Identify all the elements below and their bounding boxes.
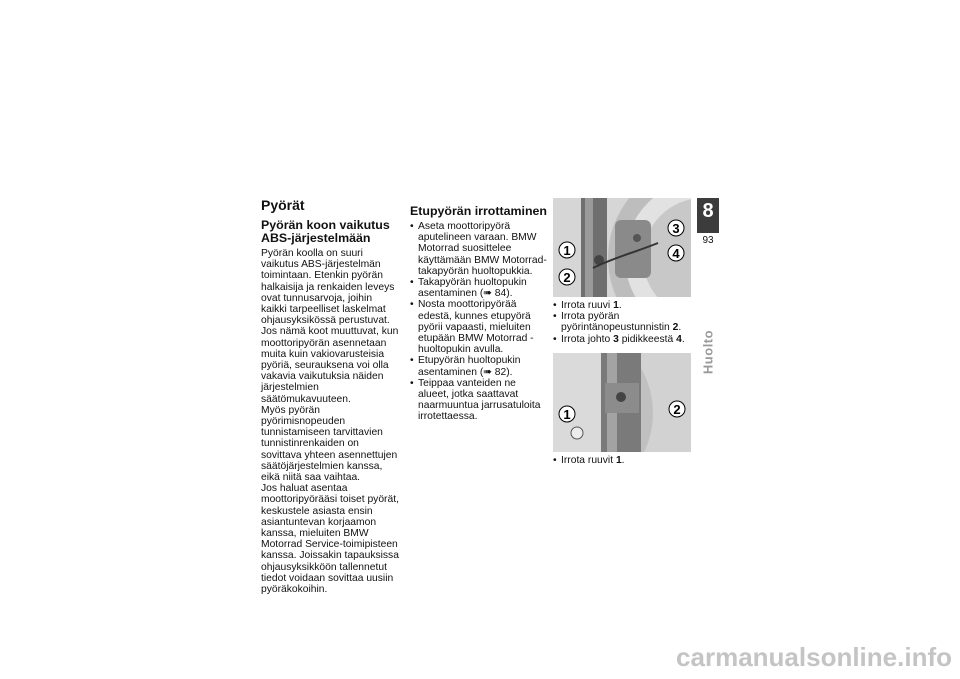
callout-marker [669, 401, 685, 417]
callout-number: 1 [563, 243, 571, 258]
photo-axle-clamp [553, 353, 691, 452]
callout-number: 2 [563, 270, 571, 285]
list-item: • Irrota pyörän pyörintänopeustunnistin 2. [553, 311, 695, 333]
list-item: • Aseta moottoripyörä aputelineen varaan. BMW Motorrad suosittelee käyttämään BMW Motorrad- takapyörän huoltopukkia. [410, 221, 548, 277]
callout-marker [559, 242, 575, 258]
page-title: Pyörät [261, 197, 305, 213]
list-item: • Irrota ruuvi 1. [553, 300, 695, 311]
list-item: • Nosta moottoripyörää edestä, kunnes etupyörä pyörii vapaasti, mieluiten etupään BMW Motorrad -huoltopukin avulla. [410, 299, 548, 355]
column-1 [261, 198, 399, 595]
paragraph: Pyörän koolla on suuri vaikutus ABS-järjestelmän toimintaan. Etenkin pyörän halkaisija ja renkaiden leveys ovat tunnusarvoja, joihin kaikki tarpeelliset laskelmat ohjausyksikössä perustuvat. Jos nämä koot muuttuvat, kun moottoripyörän asennetaan muita kuin vakiovarusteisia pyöriä, seurauksena voi olla vakavia vaikutuksia näiden järjestelmien säätömukavuuteen. [261, 248, 399, 405]
callout-marker [668, 220, 684, 236]
callout-number: 3 [672, 221, 680, 236]
callout-marker [559, 406, 575, 422]
section-heading-abs: Pyörän koon vaikutus ABS-järjestelmään [261, 218, 390, 245]
chapter-tab [697, 198, 719, 233]
list-item: • Irrota ruuvit 1. [553, 455, 695, 466]
column-2 [410, 198, 548, 423]
list-item: • Etupyörän huoltopukin asentaminen (➠ 82). [410, 355, 548, 377]
step-list [553, 455, 695, 466]
section-heading-front-wheel-removal: Etupyörän irrottaminen [410, 204, 547, 218]
callout-number: 4 [672, 246, 680, 261]
callout-number: 1 [563, 406, 571, 422]
step-list [553, 300, 695, 345]
list-item: • Teippaa vanteiden ne alueet, jotka saattavat naarmuuntua jarrusatuloita irrotettaessa. [410, 378, 548, 423]
callout-number: 2 [673, 401, 681, 417]
page-number: 93 [702, 235, 714, 246]
list-item: • Takapyörän huoltopukin asentaminen (➠ 84). [410, 277, 548, 299]
list-item: • Irrota johto 3 pidikkeestä 4. [553, 334, 695, 345]
column-3 [553, 198, 695, 466]
watermark: carmanualsonline.info [676, 642, 952, 672]
paragraph: Jos haluat asentaa moottoripyörääsi toiset pyörät, keskustele asiasta ensin asiantuntevan korjaamon kanssa, mieluiten BMW Motorrad Service-toimipisteen kanssa. Joissakin tapauksissa ohjausyksikköön tallennetut tiedot voidaan sovittaa uusiin pyöräkokoihin. [261, 483, 399, 596]
chapter-number: 8 [702, 200, 714, 222]
section-label [694, 312, 722, 392]
step-list [410, 221, 548, 423]
callout-marker [668, 245, 684, 261]
photo-brake-caliper [553, 198, 691, 297]
callout-marker [559, 269, 575, 285]
section-label-text: Huolto [700, 329, 716, 375]
paragraph: Myös pyörän pyörimisnopeuden tunnistamiseen tarvittavien tunnistinrenkaiden on sovittava yhteen asennettujen säätöjärjestelmien kanssa, eikä niitä saa vaihtaa. [261, 404, 398, 484]
